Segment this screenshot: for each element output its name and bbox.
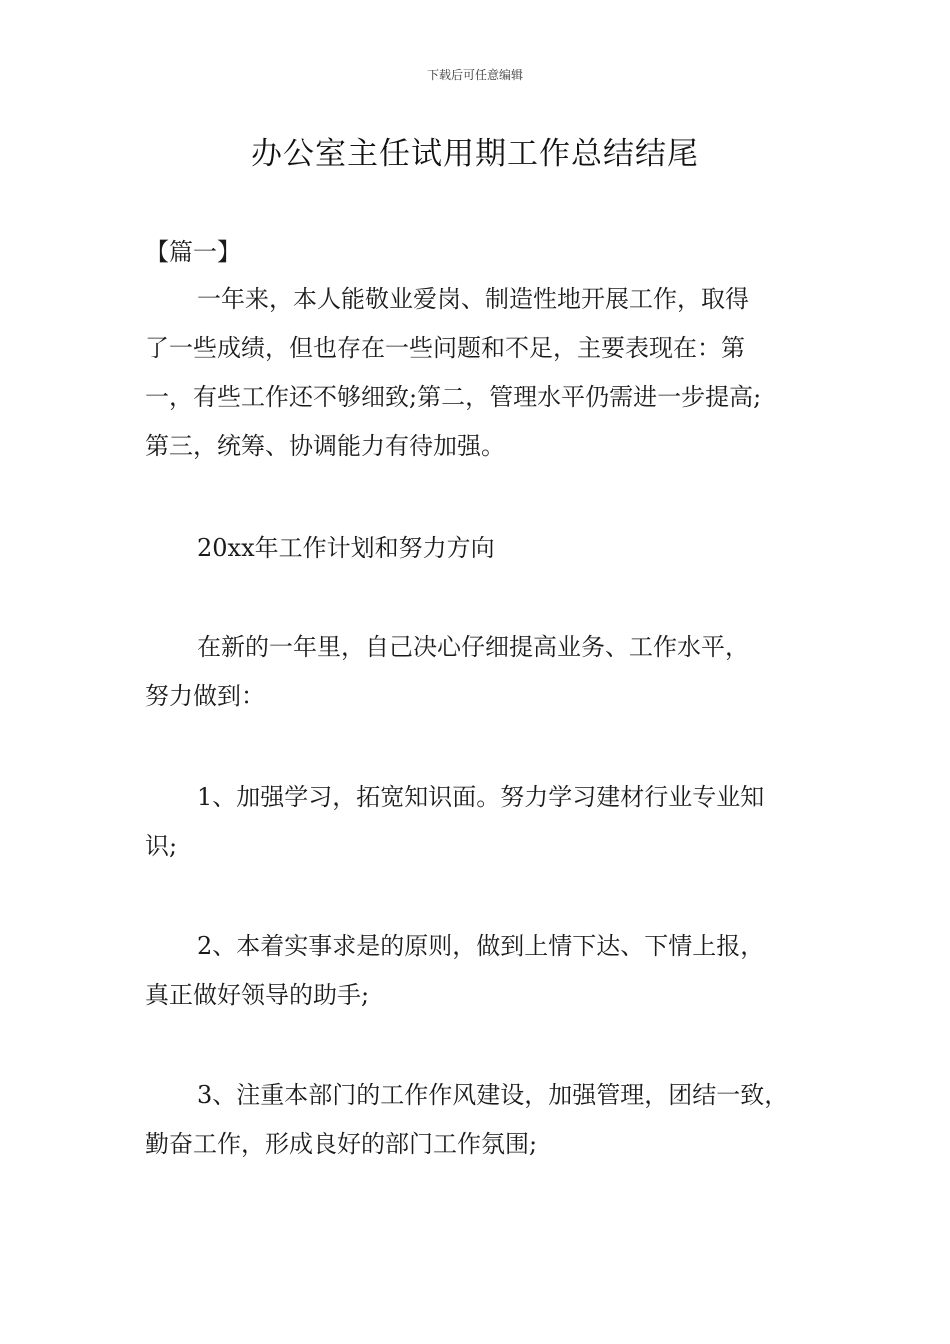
paragraph-summary [145,275,825,471]
paragraph-line: 第三，统筹、协调能力有待加强。 [145,432,505,460]
paragraph-line: 20xx年工作计划和努力方向 [197,534,495,562]
paragraph-line: 1、加强学习，拓宽知识面。努力学习建材行业专业知 [197,783,765,811]
paragraph-line: 一，有些工作还不够细致;第二，管理水平仍需进一步提高; [145,383,762,411]
paragraph-item-1 [145,773,825,871]
page-title: 办公室主任试用期工作总结结尾 [251,136,699,172]
paragraph-line: 3、注重本部门的工作作风建设，加强管理，团结一致， [197,1081,789,1109]
paragraph-line: 了一些成绩，但也存在一些问题和不足，主要表现在：第 [145,334,745,362]
paragraph-line: 真正做好领导的助手; [145,981,370,1009]
paragraph-line: 努力做到： [145,682,265,710]
paragraph-line: 一年来，本人能敬业爱岗、制造性地开展工作，取得 [197,285,749,313]
paragraph-item-2 [145,922,825,1020]
section-tag: 【篇一】 [145,238,241,266]
paragraph-line: 勤奋工作，形成良好的部门工作氛围; [145,1130,538,1158]
paragraph-line: 在新的一年里，自己决心仔细提高业务、工作水平， [197,633,749,661]
paragraph-line: 识; [145,832,178,860]
paragraph-plan-intro [145,623,825,721]
paragraph-line: 2、本着实事求是的原则，做到上情下达、下情上报， [197,932,765,960]
paragraph-plan-heading [145,524,825,573]
header-note: 下载后可任意编辑 [426,68,523,82]
paragraph-item-3 [145,1071,825,1169]
